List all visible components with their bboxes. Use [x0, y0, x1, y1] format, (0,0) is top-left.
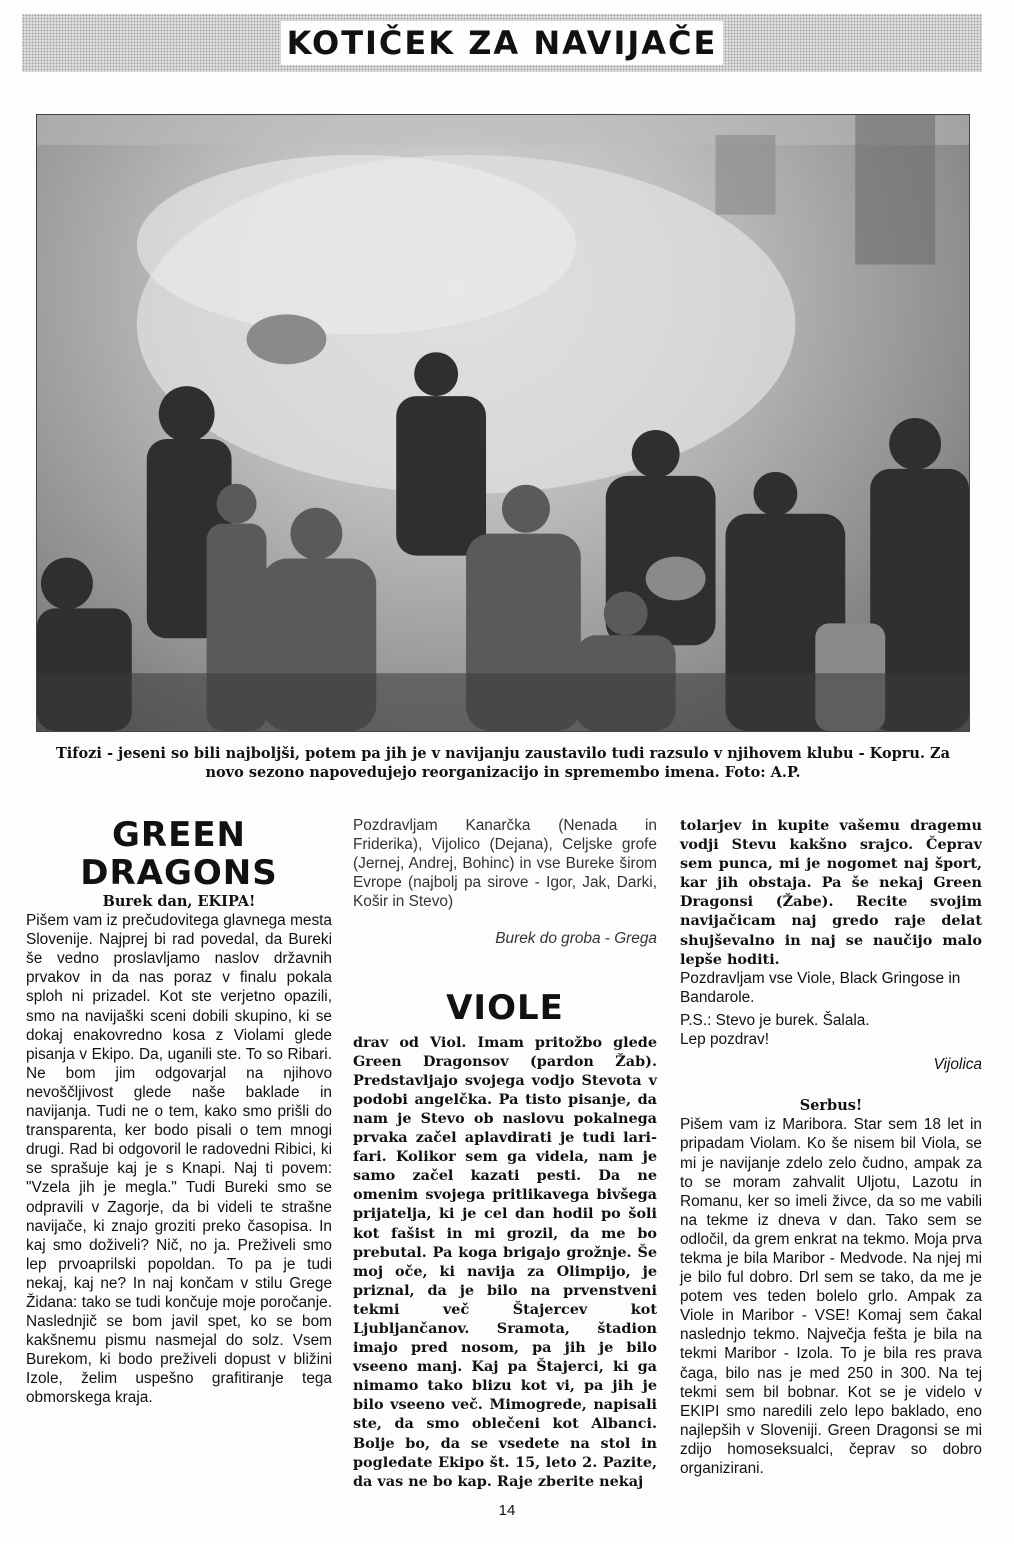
column-1	[26, 816, 332, 1408]
crowd-photo-image	[37, 115, 969, 731]
serbus-greeting: Serbus!	[799, 1097, 863, 1115]
photo-caption: Tifozi - jeseni so bili najboljši, potem pa jih je v navijanju zaustavilo tudi razsulo v njihovem klubu - Kopru. Za novo sezono napovedujejo reorganizacijo in spremembo imena. Foto: A.P.	[55, 745, 951, 781]
viole-ps: P.S.: Stevo je burek. Šalala.	[680, 1011, 870, 1029]
viole-body: drav od Viol. Imam pritožbo glede Green Dragonsov (pardon Žab). Predstavljajo svojega vodjo Stevota v podobi angelčka. Pa tisto pisanje, da nam je Stevo ob naslovu pokalnega prvaka začel aplavdirati je tudi lari-fari. Kolikor sem ga videla, nam je samo začel kazati pesti. Da ne omenim svojega pritlikavega bivšega prijatelja, ki je cel dan hodil po šoli kot fašist in mi grozil, da me bo prebutal. Pa koga brigajo grožnje. Še moj oče, ki navija za Olimpijo, je priznal, da je bilo na prvenstveni tekmi več Štajercev kot Ljubljančanov. Sramota, štadion imajo pred nosom, pa jih je bilo vseeno manj. Kaj pa Štajerci, ki ga nimamo tako blizu kot vi, pa jih je bilo vseeno več. Mimogrede, napisali ste, da smo oblečeni kot Albanci. Bolje bo, da se vsedete na stol in pogledate Ekipo št. 15, leto 2. Pazite, da vas ne bo kap. Raje zberite nekaj	[353, 1033, 657, 1490]
viole-regards: Pozdravljam vse Viole, Black Gringose in Bandarole.	[680, 969, 961, 1006]
green-dragons-regards: Pozdravljam Kanarčka (Nenada in Friderika), Vijolico (Dejana), Celjske grofe (Jernej, Andrej, Bohinc) in vse Bureke širom Evrope (najbolj pa sirove - Igor, Jak, Darki, Košir in Stevo)	[353, 817, 657, 911]
section-heading-viole: VIOLE	[446, 987, 564, 1028]
section-heading-green-dragons: GREEN DRAGONS	[80, 815, 278, 893]
viole-signature: Vijolica	[933, 1056, 982, 1074]
viole-closing: Lep pozdrav!	[680, 1031, 769, 1049]
header-band	[22, 14, 982, 72]
page-number: 14	[498, 1502, 516, 1519]
green-dragons-body: Pišem vam iz prečudovitega glavnega mesta Slovenije. Najprej bi rad povedal, da Bureki še vedno proslavljamo naslov državnih prvakov in da nas poraz v finalu pokala sploh ni prizadel. Kot ste verjetno opazili, smo na navijaški sceni dobili skupino, ki se dokaj enakovredno kosa z Violami glede pisanja v Ekipo. Da, uganili ste. To so Ribari. Ne bom jim odgovarjal na njihovo nevoščljivost glede naše baklade in navijanja. Tudi ne o tem, kako smo prišli do transparenta, ker bodo pisali o tem mnogi drugi. Rad bi odgovoril le radovedni Ribici, ki se sprašuje kaj je s Knapi. Naj ti povem: "Vzela jih je megla." Tudi Bureki smo se odpravili v Zagorje, da bi videli te strašne navijače, ki znajo groziti preko časopisa. In kaj smo doživeli? Nič, no ja. Preživeli smo lep prvoaprilski popoldan. To pa je tudi nekaj, kaj ne? In naj končam v stilu Grege Židana: tako se tudi končuje moje poročanje. Naslednjič se bom javil spet, ko se bom kakšnemu pismu nasmejal do solz. Vsem Burekom, ki bodo preživeli dopust v bližini Izole, želim uspešno grafitiranje tega obmorskega kraja.	[26, 912, 332, 1407]
serbus-body: Pišem vam iz Maribora. Star sem 18 let in pripadam Violam. Ko še nisem bil Viola, se mi je navijanje zdelo zelo čudno, ampak za to se moram zahvalit Uljotu, Lazotu in Romanu, ker so imeli živce, da so me vabili na tekme iz dneva v dan. Tako sem se odločil, da grem enkrat na tekmo. Moja prva tekma je bila Maribor - Medvode. Na njej mi je bilo ful dobro. Drl sem se tako, da me je potem ves teden bolelo grlo. Ampak za Viole in Maribor - VSE! Komaj sem čakal naslednjo tekmo. Največja fešta je bila na tekmi Maribor - Izola. To je bila res prava čaga, bilo nas je med 250 in 300. Na tej tekmi sem bil bobnar. Kot se je videlo v EKIPI smo naredili zelo lepo baklado, eno najlepših v Sloveniji. Green Dragonsi se mi zdijo homoseksualci, čeprav so dobro organizirani.	[680, 1116, 982, 1477]
viole-body-continued: tolarjev in kupite vašemu dragemu vodji Stevu kakšno srajco. Čeprav sem punca, mi je nogomet naj šport, kar jih obstaja. Pa še nekaj Green Dragonsi (Žabe). Recite svojim navijačicam naj gredo raje delat shujševalno in naj se naučijo malo lepše hoditi.	[680, 817, 982, 968]
column-2	[353, 816, 657, 1491]
page-title: KOTIČEK ZA NAVIJAČE	[281, 21, 724, 65]
column-3	[680, 816, 982, 1478]
green-dragons-signature: Burek do groba - Grega	[495, 930, 657, 948]
fans-photo	[36, 114, 970, 732]
green-dragons-greeting: Burek dan, EKIPA!	[102, 893, 256, 910]
